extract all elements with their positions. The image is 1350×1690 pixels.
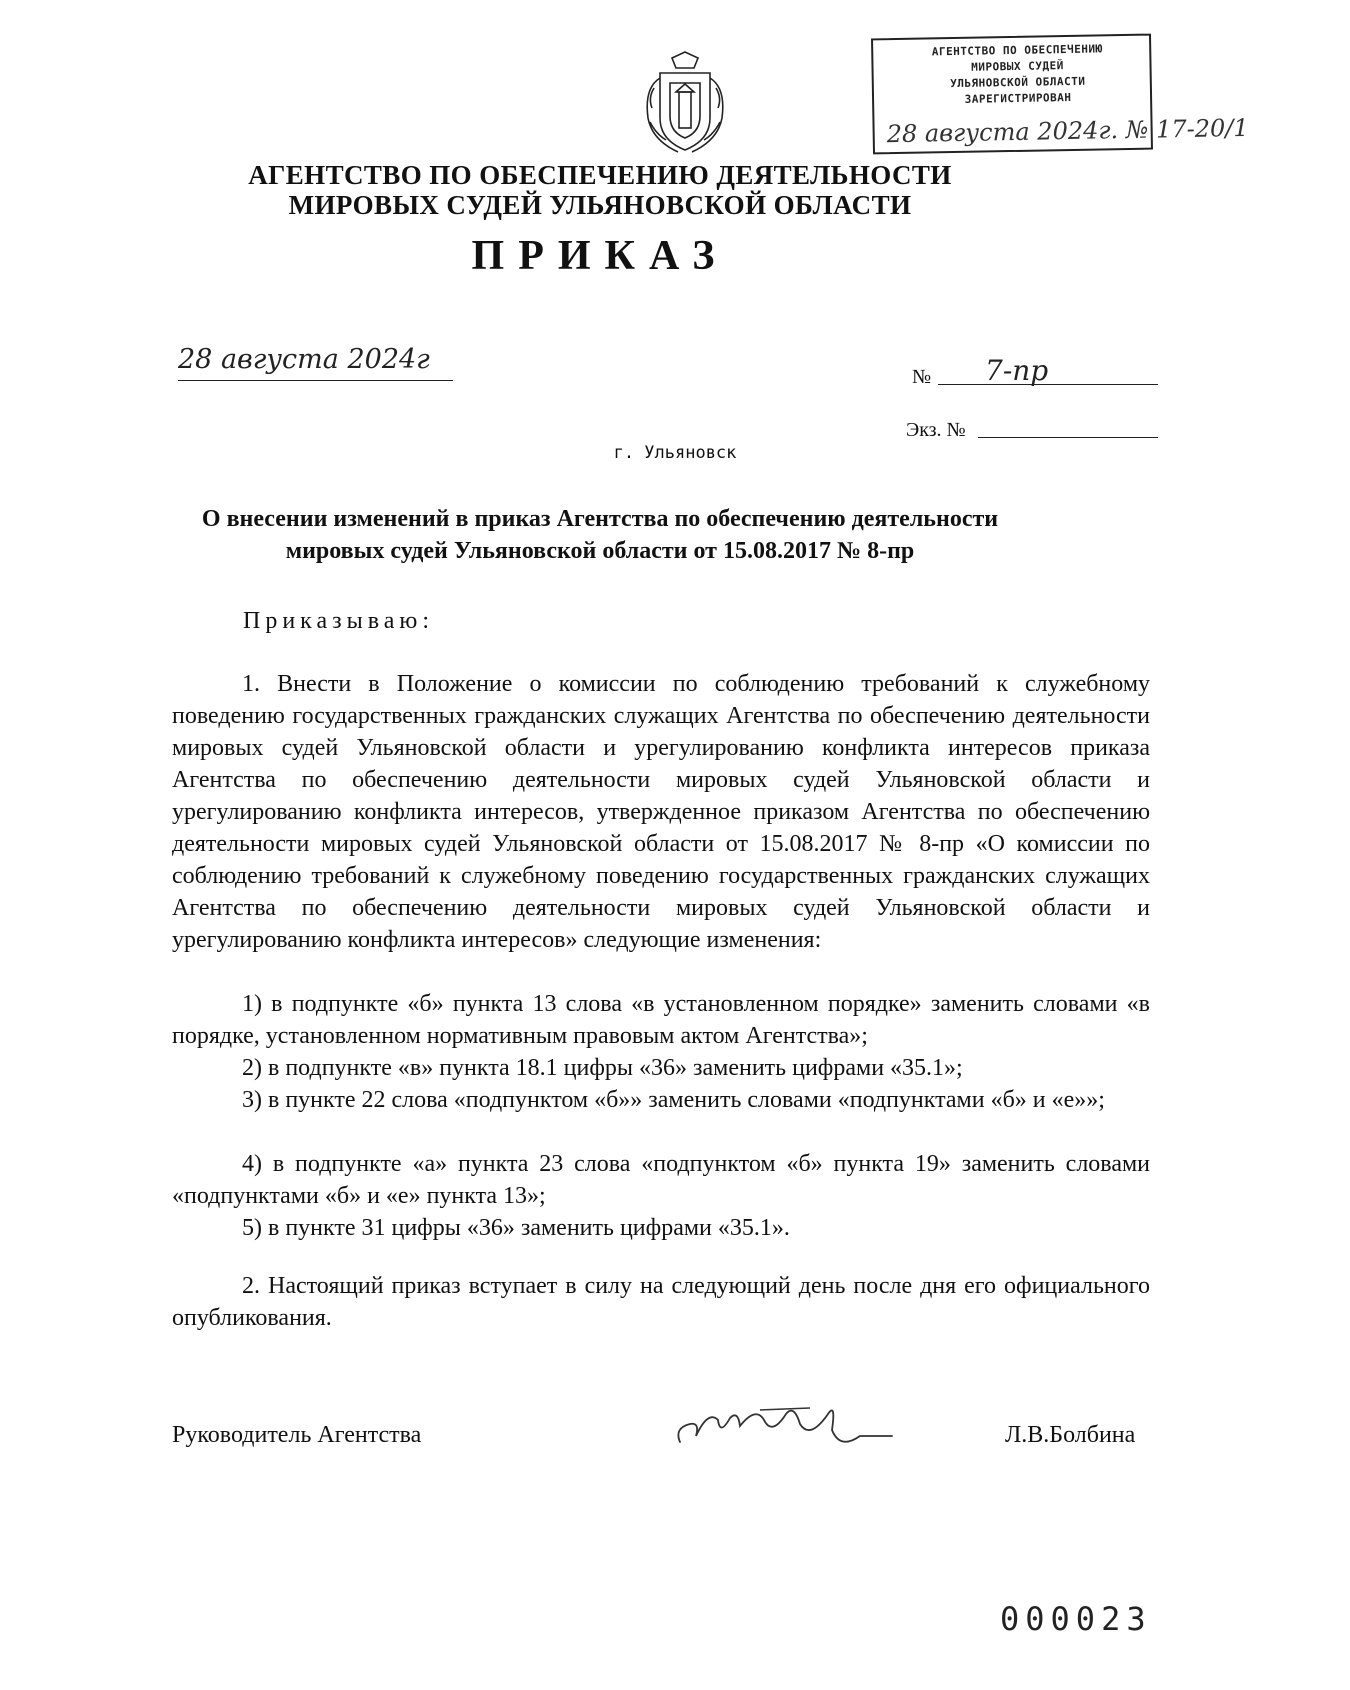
subparagraph-5: 5) в пункте 31 цифры «36» заменить цифрами «35.1». bbox=[242, 1215, 790, 1241]
handwritten-order-number: 7-пр bbox=[985, 354, 1049, 387]
stamp-line: МИРОВЫХ СУДЕЙ bbox=[971, 59, 1064, 74]
subparagraph-1: 1) в подпункте «б» пункта 13 слова «в установленном порядке» заменить словами «в порядке, установленном нормативным правовым актом Агентства»; bbox=[172, 991, 1150, 1049]
registration-stamp bbox=[871, 34, 1249, 155]
signatory-name: Л.В.Болбина bbox=[1005, 1422, 1136, 1448]
stamp-handwritten-registration: 28 августа 2024г. № 17-20/1 bbox=[886, 113, 1249, 149]
stamp-line: ЗАРЕГИСТРИРОВАН bbox=[964, 90, 1072, 106]
subparagraph-2: 2) в подпункте «в» пункта 18.1 цифры «36» заменить цифрами «35.1»; bbox=[242, 1055, 963, 1081]
city: г. Ульяновск bbox=[613, 443, 737, 463]
handwritten-signature bbox=[660, 1380, 900, 1460]
subparagraph-4: 4) в подпункте «а» пункта 23 слова «подпунктом «б» пункта 19» заменить словами «подпунктами «б» и «е» пункта 13»; bbox=[172, 1151, 1150, 1209]
agency-name-line-1: АГЕНТСТВО ПО ОБЕСПЕЧЕНИЮ ДЕЯТЕЛЬНОСТИ bbox=[248, 160, 952, 190]
coat-of-arms-emblem bbox=[630, 48, 740, 158]
agency-name-line-2: МИРОВЫХ СУДЕЙ УЛЬЯНОВСКОЙ ОБЛАСТИ bbox=[288, 190, 912, 220]
subject-line-1: О внесении изменений в приказ Агентства по обеспечению деятельности bbox=[201, 506, 999, 532]
stamp-line: АГЕНТСТВО ПО ОБЕСПЕЧЕНИЮ bbox=[931, 42, 1103, 59]
document-type-title: ПРИКАЗ bbox=[471, 233, 729, 279]
subject-line-2: мировых судей Ульяновской области от 15.08.2017 № 8-пр bbox=[285, 538, 915, 564]
page-number: 000023 bbox=[1000, 1600, 1152, 1638]
order-number-label: № bbox=[912, 366, 932, 388]
handwritten-date: 28 августа 2024г bbox=[178, 344, 430, 375]
paragraph-2: 2. Настоящий приказ вступает в силу на следующий день после дня его официального опубликования. bbox=[172, 1273, 1150, 1331]
signatory-title: Руководитель Агентства bbox=[172, 1422, 422, 1448]
order-number-underline bbox=[938, 384, 1158, 385]
copy-number-label: Экз. № bbox=[906, 419, 966, 441]
stamp-line: УЛЬЯНОВСКОЙ ОБЛАСТИ bbox=[950, 74, 1086, 91]
paragraph-1: 1. Внести в Положение о комиссии по соблюдению требований к служебному поведению государственных гражданских служащих Агентства по обеспечению деятельности мировых судей Ульяновской области и урегулированию конфликта интересов приказа Агентства по обеспечению деятельности мировых судей Ульяновской области и урегулированию конфликта интересов, утвержденное приказом Агентства по обеспечению деятельности мировых судей Ульяновской области от 15.08.2017 № 8-пр «О комиссии по соблюдению требований к служебному поведению государственных гражданских служащих Агентства по обеспечению деятельности мировых судей Ульяновской области и урегулированию конфликта интересов» следующие изменения: bbox=[172, 671, 1150, 953]
date-underline bbox=[178, 380, 453, 381]
copy-number-underline bbox=[978, 437, 1158, 438]
subparagraph-3: 3) в пункте 22 слова «подпунктом «б»» заменить словами «подпунктами «б» и «е»»; bbox=[242, 1087, 1105, 1113]
order-word: Приказываю: bbox=[243, 608, 434, 634]
